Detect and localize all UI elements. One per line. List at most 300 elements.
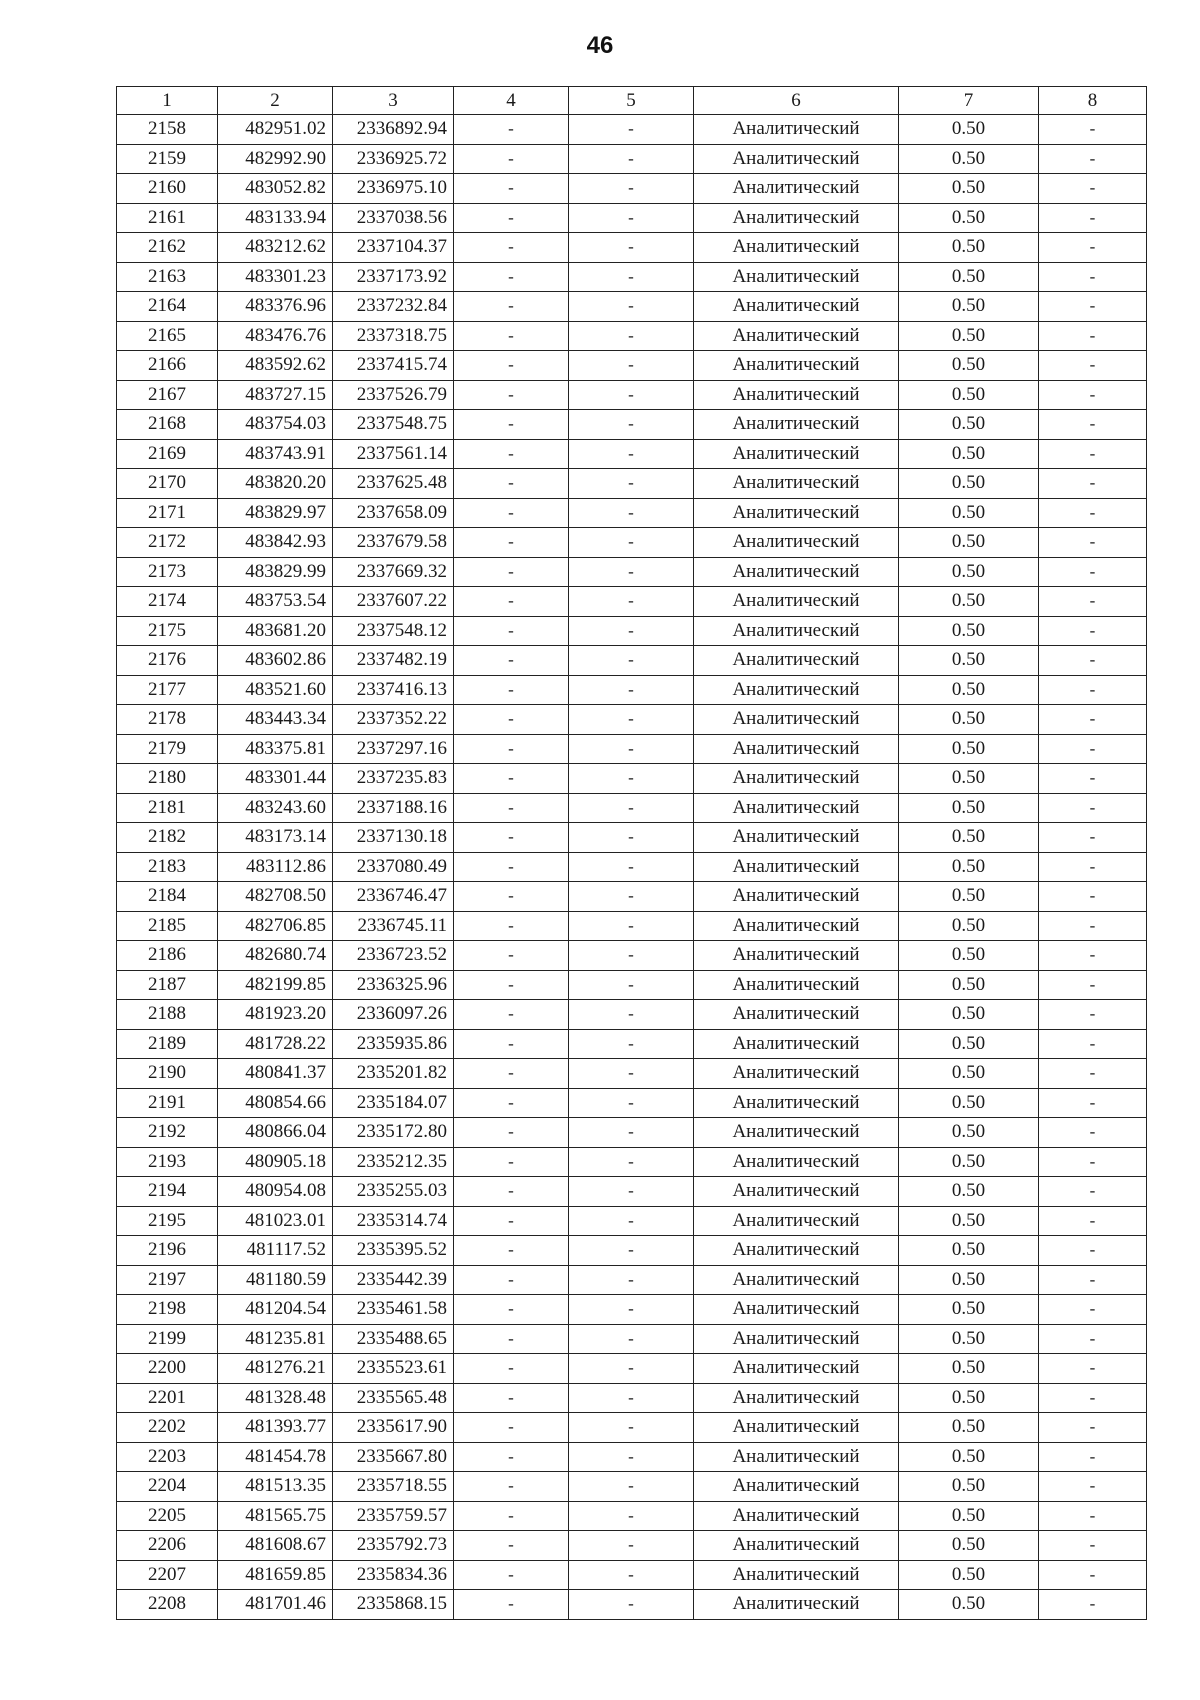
cell-col-8: - [1039, 1295, 1147, 1325]
cell-accuracy: 0.50 [899, 203, 1039, 233]
cell-method: Аналитический [694, 1206, 899, 1236]
cell-col-4: - [454, 203, 569, 233]
cell-col-5: - [569, 616, 694, 646]
cell-col-5: - [569, 469, 694, 499]
cell-accuracy: 0.50 [899, 351, 1039, 381]
cell-point-number: 2201 [117, 1383, 218, 1413]
cell-col-4: - [454, 1059, 569, 1089]
cell-col-4: - [454, 410, 569, 440]
cell-point-number: 2203 [117, 1442, 218, 1472]
table-row [117, 1295, 1147, 1325]
cell-x-coordinate: 481659.85 [218, 1560, 333, 1590]
cell-col-4: - [454, 852, 569, 882]
cell-y-coordinate: 2335523.61 [333, 1354, 454, 1384]
cell-col-8: - [1039, 115, 1147, 145]
cell-col-5: - [569, 823, 694, 853]
cell-col-8: - [1039, 1442, 1147, 1472]
cell-method: Аналитический [694, 1118, 899, 1148]
cell-col-4: - [454, 1265, 569, 1295]
cell-col-4: - [454, 528, 569, 558]
cell-col-4: - [454, 1029, 569, 1059]
cell-col-5: - [569, 1442, 694, 1472]
cell-x-coordinate: 483727.15 [218, 380, 333, 410]
cell-accuracy: 0.50 [899, 970, 1039, 1000]
cell-accuracy: 0.50 [899, 439, 1039, 469]
cell-col-5: - [569, 380, 694, 410]
cell-x-coordinate: 483842.93 [218, 528, 333, 558]
cell-y-coordinate: 2336746.47 [333, 882, 454, 912]
cell-col-8: - [1039, 1324, 1147, 1354]
table-row [117, 882, 1147, 912]
cell-point-number: 2178 [117, 705, 218, 735]
cell-col-5: - [569, 1236, 694, 1266]
column-header: 6 [694, 87, 899, 115]
cell-method: Аналитический [694, 764, 899, 794]
table-row [117, 292, 1147, 322]
cell-accuracy: 0.50 [899, 1413, 1039, 1443]
cell-col-8: - [1039, 1590, 1147, 1620]
cell-method: Аналитический [694, 498, 899, 528]
cell-col-8: - [1039, 970, 1147, 1000]
cell-point-number: 2161 [117, 203, 218, 233]
cell-accuracy: 0.50 [899, 1118, 1039, 1148]
cell-method: Аналитический [694, 970, 899, 1000]
cell-col-8: - [1039, 380, 1147, 410]
cell-method: Аналитический [694, 1265, 899, 1295]
cell-point-number: 2167 [117, 380, 218, 410]
cell-method: Аналитический [694, 528, 899, 558]
cell-y-coordinate: 2335935.86 [333, 1029, 454, 1059]
cell-col-4: - [454, 321, 569, 351]
table-row [117, 1206, 1147, 1236]
cell-y-coordinate: 2335792.73 [333, 1531, 454, 1561]
column-header: 2 [218, 87, 333, 115]
cell-accuracy: 0.50 [899, 1236, 1039, 1266]
cell-point-number: 2183 [117, 852, 218, 882]
cell-y-coordinate: 2335565.48 [333, 1383, 454, 1413]
cell-col-4: - [454, 1560, 569, 1590]
cell-col-4: - [454, 941, 569, 971]
cell-x-coordinate: 482992.90 [218, 144, 333, 174]
table-row [117, 1088, 1147, 1118]
cell-col-8: - [1039, 705, 1147, 735]
cell-y-coordinate: 2335314.74 [333, 1206, 454, 1236]
cell-col-8: - [1039, 616, 1147, 646]
cell-col-5: - [569, 233, 694, 263]
cell-x-coordinate: 483476.76 [218, 321, 333, 351]
table-row [117, 941, 1147, 971]
cell-accuracy: 0.50 [899, 1206, 1039, 1236]
table-row [117, 1265, 1147, 1295]
cell-point-number: 2196 [117, 1236, 218, 1266]
cell-col-5: - [569, 675, 694, 705]
cell-x-coordinate: 480866.04 [218, 1118, 333, 1148]
cell-y-coordinate: 2335212.35 [333, 1147, 454, 1177]
cell-col-4: - [454, 675, 569, 705]
cell-col-4: - [454, 882, 569, 912]
cell-col-4: - [454, 764, 569, 794]
cell-col-4: - [454, 705, 569, 735]
cell-col-8: - [1039, 1531, 1147, 1561]
cell-col-5: - [569, 410, 694, 440]
cell-col-4: - [454, 1000, 569, 1030]
cell-x-coordinate: 483829.99 [218, 557, 333, 587]
cell-x-coordinate: 481565.75 [218, 1501, 333, 1531]
cell-accuracy: 0.50 [899, 882, 1039, 912]
cell-y-coordinate: 2335201.82 [333, 1059, 454, 1089]
cell-point-number: 2182 [117, 823, 218, 853]
cell-y-coordinate: 2337548.12 [333, 616, 454, 646]
cell-accuracy: 0.50 [899, 1059, 1039, 1089]
cell-point-number: 2208 [117, 1590, 218, 1620]
cell-col-5: - [569, 351, 694, 381]
cell-y-coordinate: 2337416.13 [333, 675, 454, 705]
cell-y-coordinate: 2337318.75 [333, 321, 454, 351]
cell-col-5: - [569, 941, 694, 971]
cell-accuracy: 0.50 [899, 852, 1039, 882]
cell-col-5: - [569, 1590, 694, 1620]
cell-col-4: - [454, 1413, 569, 1443]
cell-accuracy: 0.50 [899, 734, 1039, 764]
cell-method: Аналитический [694, 823, 899, 853]
cell-accuracy: 0.50 [899, 410, 1039, 440]
cell-y-coordinate: 2335395.52 [333, 1236, 454, 1266]
cell-point-number: 2206 [117, 1531, 218, 1561]
cell-accuracy: 0.50 [899, 498, 1039, 528]
cell-y-coordinate: 2337080.49 [333, 852, 454, 882]
cell-accuracy: 0.50 [899, 292, 1039, 322]
cell-col-8: - [1039, 1413, 1147, 1443]
cell-y-coordinate: 2337669.32 [333, 557, 454, 587]
cell-method: Аналитический [694, 1413, 899, 1443]
cell-col-8: - [1039, 1206, 1147, 1236]
cell-x-coordinate: 482708.50 [218, 882, 333, 912]
cell-col-8: - [1039, 1265, 1147, 1295]
cell-col-4: - [454, 587, 569, 617]
cell-method: Аналитический [694, 1501, 899, 1531]
cell-method: Аналитический [694, 793, 899, 823]
cell-method: Аналитический [694, 587, 899, 617]
cell-col-4: - [454, 1236, 569, 1266]
cell-x-coordinate: 480841.37 [218, 1059, 333, 1089]
cell-col-8: - [1039, 1383, 1147, 1413]
cell-x-coordinate: 481923.20 [218, 1000, 333, 1030]
cell-point-number: 2199 [117, 1324, 218, 1354]
cell-accuracy: 0.50 [899, 174, 1039, 204]
cell-col-4: - [454, 233, 569, 263]
cell-method: Аналитический [694, 1531, 899, 1561]
cell-y-coordinate: 2337482.19 [333, 646, 454, 676]
cell-x-coordinate: 481117.52 [218, 1236, 333, 1266]
column-header: 4 [454, 87, 569, 115]
cell-x-coordinate: 480954.08 [218, 1177, 333, 1207]
cell-col-5: - [569, 1118, 694, 1148]
cell-method: Аналитический [694, 1177, 899, 1207]
cell-x-coordinate: 481180.59 [218, 1265, 333, 1295]
cell-point-number: 2159 [117, 144, 218, 174]
cell-point-number: 2176 [117, 646, 218, 676]
table-row [117, 1029, 1147, 1059]
cell-accuracy: 0.50 [899, 911, 1039, 941]
cell-point-number: 2193 [117, 1147, 218, 1177]
cell-method: Аналитический [694, 262, 899, 292]
cell-point-number: 2195 [117, 1206, 218, 1236]
cell-accuracy: 0.50 [899, 823, 1039, 853]
cell-point-number: 2205 [117, 1501, 218, 1531]
cell-method: Аналитический [694, 734, 899, 764]
cell-point-number: 2170 [117, 469, 218, 499]
cell-point-number: 2204 [117, 1472, 218, 1502]
cell-x-coordinate: 483829.97 [218, 498, 333, 528]
cell-y-coordinate: 2337415.74 [333, 351, 454, 381]
cell-accuracy: 0.50 [899, 557, 1039, 587]
table-row [117, 262, 1147, 292]
cell-col-4: - [454, 115, 569, 145]
cell-col-5: - [569, 321, 694, 351]
cell-col-5: - [569, 1265, 694, 1295]
cell-method: Аналитический [694, 115, 899, 145]
cell-accuracy: 0.50 [899, 1088, 1039, 1118]
cell-y-coordinate: 2335667.80 [333, 1442, 454, 1472]
cell-col-8: - [1039, 321, 1147, 351]
table-row [117, 1000, 1147, 1030]
cell-point-number: 2197 [117, 1265, 218, 1295]
cell-col-4: - [454, 1531, 569, 1561]
cell-x-coordinate: 481235.81 [218, 1324, 333, 1354]
table-row [117, 764, 1147, 794]
cell-col-4: - [454, 174, 569, 204]
cell-accuracy: 0.50 [899, 469, 1039, 499]
table-row [117, 1560, 1147, 1590]
cell-col-8: - [1039, 1000, 1147, 1030]
table-row [117, 1059, 1147, 1089]
cell-col-5: - [569, 1088, 694, 1118]
cell-col-8: - [1039, 941, 1147, 971]
cell-col-8: - [1039, 410, 1147, 440]
cell-x-coordinate: 483301.23 [218, 262, 333, 292]
cell-point-number: 2165 [117, 321, 218, 351]
cell-x-coordinate: 483301.44 [218, 764, 333, 794]
cell-col-5: - [569, 1501, 694, 1531]
table-row [117, 1383, 1147, 1413]
cell-accuracy: 0.50 [899, 675, 1039, 705]
cell-point-number: 2179 [117, 734, 218, 764]
cell-col-5: - [569, 1206, 694, 1236]
cell-col-4: - [454, 911, 569, 941]
cell-point-number: 2169 [117, 439, 218, 469]
cell-x-coordinate: 482706.85 [218, 911, 333, 941]
table-row [117, 1236, 1147, 1266]
cell-x-coordinate: 483212.62 [218, 233, 333, 263]
cell-point-number: 2174 [117, 587, 218, 617]
cell-col-4: - [454, 351, 569, 381]
cell-y-coordinate: 2337607.22 [333, 587, 454, 617]
table-row [117, 1118, 1147, 1148]
cell-col-4: - [454, 1354, 569, 1384]
cell-col-8: - [1039, 1501, 1147, 1531]
cell-col-4: - [454, 1590, 569, 1620]
cell-col-8: - [1039, 1560, 1147, 1590]
cell-accuracy: 0.50 [899, 646, 1039, 676]
cell-accuracy: 0.50 [899, 380, 1039, 410]
cell-point-number: 2189 [117, 1029, 218, 1059]
cell-y-coordinate: 2337297.16 [333, 734, 454, 764]
column-header: 5 [569, 87, 694, 115]
cell-accuracy: 0.50 [899, 321, 1039, 351]
cell-accuracy: 0.50 [899, 1383, 1039, 1413]
table-row [117, 852, 1147, 882]
cell-accuracy: 0.50 [899, 1324, 1039, 1354]
cell-method: Аналитический [694, 1442, 899, 1472]
cell-col-5: - [569, 1059, 694, 1089]
table-row [117, 233, 1147, 263]
cell-col-5: - [569, 1177, 694, 1207]
cell-col-4: - [454, 1472, 569, 1502]
cell-col-5: - [569, 793, 694, 823]
cell-accuracy: 0.50 [899, 1177, 1039, 1207]
cell-col-4: - [454, 646, 569, 676]
cell-x-coordinate: 483743.91 [218, 439, 333, 469]
cell-col-4: - [454, 823, 569, 853]
table-row [117, 675, 1147, 705]
cell-y-coordinate: 2337679.58 [333, 528, 454, 558]
cell-method: Аналитический [694, 1029, 899, 1059]
table-row [117, 823, 1147, 853]
cell-method: Аналитический [694, 351, 899, 381]
cell-accuracy: 0.50 [899, 587, 1039, 617]
cell-point-number: 2198 [117, 1295, 218, 1325]
cell-col-8: - [1039, 1354, 1147, 1384]
cell-y-coordinate: 2337625.48 [333, 469, 454, 499]
cell-col-5: - [569, 587, 694, 617]
cell-x-coordinate: 480905.18 [218, 1147, 333, 1177]
cell-x-coordinate: 483753.54 [218, 587, 333, 617]
cell-method: Аналитический [694, 1383, 899, 1413]
column-header: 8 [1039, 87, 1147, 115]
cell-col-8: - [1039, 1147, 1147, 1177]
column-header: 3 [333, 87, 454, 115]
cell-col-5: - [569, 174, 694, 204]
cell-method: Аналитический [694, 469, 899, 499]
cell-y-coordinate: 2336325.96 [333, 970, 454, 1000]
cell-point-number: 2175 [117, 616, 218, 646]
cell-point-number: 2181 [117, 793, 218, 823]
cell-point-number: 2172 [117, 528, 218, 558]
cell-col-5: - [569, 1472, 694, 1502]
cell-col-4: - [454, 1147, 569, 1177]
cell-col-8: - [1039, 203, 1147, 233]
cell-y-coordinate: 2336892.94 [333, 115, 454, 145]
cell-point-number: 2180 [117, 764, 218, 794]
cell-col-5: - [569, 203, 694, 233]
cell-col-5: - [569, 646, 694, 676]
cell-col-5: - [569, 528, 694, 558]
cell-y-coordinate: 2336925.72 [333, 144, 454, 174]
cell-accuracy: 0.50 [899, 941, 1039, 971]
cell-y-coordinate: 2335718.55 [333, 1472, 454, 1502]
cell-col-5: - [569, 705, 694, 735]
cell-col-8: - [1039, 262, 1147, 292]
cell-col-8: - [1039, 1472, 1147, 1502]
cell-method: Аналитический [694, 941, 899, 971]
cell-method: Аналитический [694, 380, 899, 410]
cell-x-coordinate: 481728.22 [218, 1029, 333, 1059]
cell-method: Аналитический [694, 882, 899, 912]
cell-col-8: - [1039, 852, 1147, 882]
cell-x-coordinate: 483133.94 [218, 203, 333, 233]
cell-col-4: - [454, 557, 569, 587]
cell-y-coordinate: 2335488.65 [333, 1324, 454, 1354]
table-row [117, 1472, 1147, 1502]
table-row [117, 1442, 1147, 1472]
cell-x-coordinate: 481608.67 [218, 1531, 333, 1561]
cell-accuracy: 0.50 [899, 1560, 1039, 1590]
cell-x-coordinate: 483754.03 [218, 410, 333, 440]
cell-x-coordinate: 483376.96 [218, 292, 333, 322]
table-row [117, 616, 1147, 646]
cell-col-5: - [569, 439, 694, 469]
cell-method: Аналитический [694, 616, 899, 646]
cell-point-number: 2194 [117, 1177, 218, 1207]
cell-col-8: - [1039, 793, 1147, 823]
cell-x-coordinate: 481204.54 [218, 1295, 333, 1325]
cell-accuracy: 0.50 [899, 144, 1039, 174]
cell-col-8: - [1039, 1177, 1147, 1207]
cell-accuracy: 0.50 [899, 1354, 1039, 1384]
cell-method: Аналитический [694, 1147, 899, 1177]
cell-col-4: - [454, 970, 569, 1000]
cell-accuracy: 0.50 [899, 1029, 1039, 1059]
cell-col-4: - [454, 1501, 569, 1531]
cell-method: Аналитический [694, 1560, 899, 1590]
cell-col-8: - [1039, 675, 1147, 705]
cell-col-5: - [569, 498, 694, 528]
cell-y-coordinate: 2336097.26 [333, 1000, 454, 1030]
cell-col-5: - [569, 1000, 694, 1030]
cell-col-8: - [1039, 233, 1147, 263]
cell-point-number: 2186 [117, 941, 218, 971]
cell-method: Аналитический [694, 174, 899, 204]
cell-point-number: 2191 [117, 1088, 218, 1118]
table-row [117, 1501, 1147, 1531]
table-row [117, 1147, 1147, 1177]
cell-col-8: - [1039, 1118, 1147, 1148]
cell-accuracy: 0.50 [899, 764, 1039, 794]
cell-method: Аналитический [694, 1295, 899, 1325]
cell-x-coordinate: 483112.86 [218, 852, 333, 882]
cell-col-5: - [569, 970, 694, 1000]
table-row [117, 469, 1147, 499]
table-row [117, 793, 1147, 823]
column-header: 1 [117, 87, 218, 115]
cell-col-5: - [569, 1295, 694, 1325]
cell-y-coordinate: 2335759.57 [333, 1501, 454, 1531]
cell-col-8: - [1039, 292, 1147, 322]
cell-y-coordinate: 2337561.14 [333, 439, 454, 469]
cell-col-4: - [454, 380, 569, 410]
table-row [117, 587, 1147, 617]
cell-method: Аналитический [694, 203, 899, 233]
cell-x-coordinate: 483375.81 [218, 734, 333, 764]
cell-col-5: - [569, 1029, 694, 1059]
cell-accuracy: 0.50 [899, 616, 1039, 646]
cell-point-number: 2166 [117, 351, 218, 381]
table-row [117, 439, 1147, 469]
cell-method: Аналитический [694, 675, 899, 705]
cell-col-5: - [569, 734, 694, 764]
cell-col-8: - [1039, 1059, 1147, 1089]
cell-col-4: - [454, 616, 569, 646]
